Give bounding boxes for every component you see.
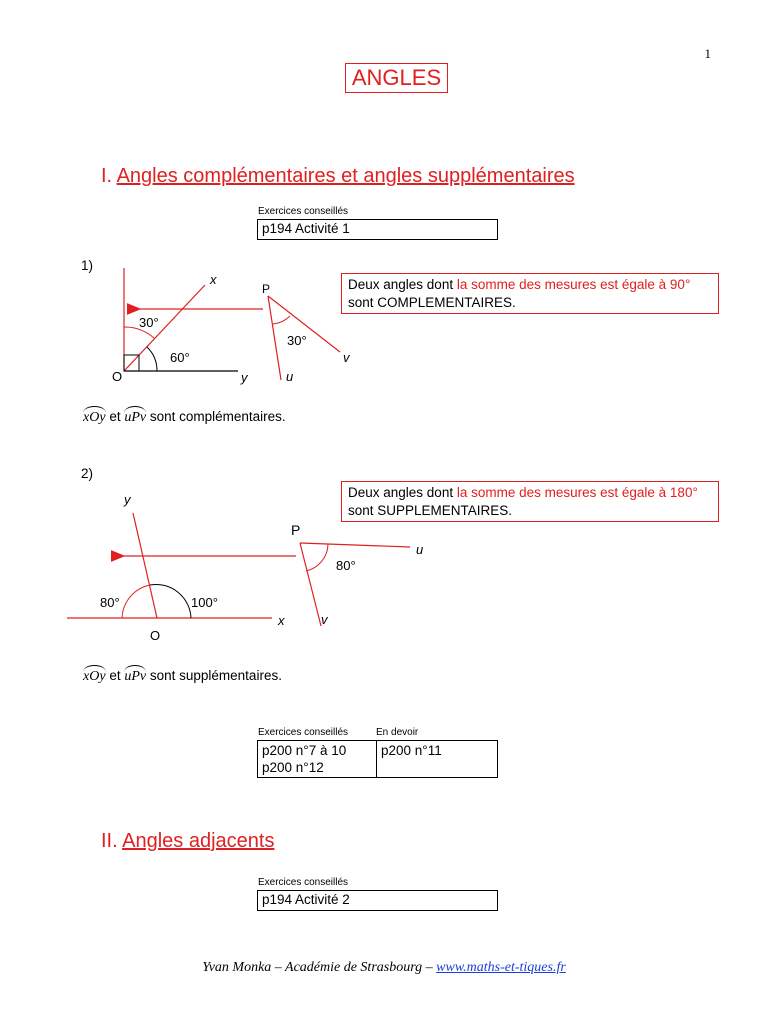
ray-pv-2 (300, 543, 321, 626)
homework-line-1: p200 n°11 (381, 743, 442, 758)
table-cell-homework (377, 741, 498, 778)
rule-text-plain-2: Deux angles dont (348, 485, 457, 500)
exercises-table (257, 740, 498, 778)
ray-pu (268, 296, 281, 380)
label-u: u (286, 369, 294, 384)
label-x-2: x (278, 613, 285, 628)
exercises-label-3: Exercices conseillés (258, 877, 349, 888)
table-cell-exercises (258, 741, 377, 778)
label-angle-80: 80° (100, 595, 120, 610)
exercises-label: Exercices conseillés (258, 206, 349, 217)
exercises-label-2: Exercices conseillés (258, 727, 349, 738)
section-2-title: Angles adjacents (122, 830, 275, 852)
footer-text: Yvan Monka – Académie de Strasbourg – (202, 960, 437, 975)
footer (0, 960, 768, 976)
exercise-line-1: p200 n°7 à 10 (262, 743, 347, 758)
arc-30-p (273, 316, 290, 324)
page-title: ANGLES (345, 63, 448, 93)
caption-complementary (83, 404, 286, 426)
exercises-box-2: p194 Activité 2 (257, 890, 498, 911)
section-1-title: Angles complémentaires et angles supplémentaires (116, 165, 575, 187)
rule-text-red: la somme des mesures est égale à 90° (456, 277, 691, 292)
label-p-2: P (291, 522, 301, 538)
angle-xoy: xOy (83, 404, 106, 426)
label-o-2: O (150, 628, 161, 643)
ray-oy-2 (133, 513, 157, 618)
angle-xoy-2: xOy (83, 663, 106, 685)
label-angle-30-p: 30° (287, 333, 307, 348)
label-v-2: v (321, 612, 328, 627)
figure-complementary (112, 268, 351, 385)
table-row (258, 741, 498, 778)
label-u-2: u (416, 542, 424, 557)
rule-text-plain: Deux angles dont (348, 277, 457, 292)
label-angle-60: 60° (170, 350, 190, 365)
caption-text-2: sont supplémentaires. (149, 668, 282, 683)
angle-upv: uPv (124, 404, 146, 426)
part-1-label: 1) (81, 258, 94, 273)
arc-80-p (306, 544, 328, 571)
caption-text: sont complémentaires. (149, 409, 286, 424)
rule-box-supplementary (341, 481, 719, 522)
rule-text-plain-end-2: sont SUPPLEMENTAIRES. (348, 503, 513, 518)
label-p: P (262, 282, 271, 296)
angle-upv-2: uPv (124, 663, 146, 685)
label-o: O (112, 369, 123, 384)
homework-label: En devoir (376, 727, 419, 738)
arc-80 (122, 585, 150, 618)
part-2-label: 2) (81, 466, 94, 481)
label-y-2: y (124, 492, 131, 507)
rule-text-red-2: la somme des mesures est égale à 180° (456, 485, 698, 500)
caption-et-2: et (109, 668, 121, 683)
rule-text-plain-end: sont COMPLEMENTAIRES. (348, 295, 516, 310)
caption-supplementary (83, 663, 282, 685)
label-y: y (241, 370, 248, 385)
section-2-number: II. (101, 830, 118, 852)
exercise-line-2: p200 n°12 (262, 760, 324, 775)
section-1-number: I. (101, 165, 113, 187)
label-angle-100: 100° (191, 595, 218, 610)
ray-pu-2 (300, 543, 410, 547)
section-2-heading (101, 830, 274, 853)
label-angle-30: 30° (139, 315, 159, 330)
caption-et: et (109, 409, 121, 424)
exercises-box: p194 Activité 1 (257, 219, 498, 240)
label-v: v (343, 350, 350, 365)
label-x: x (210, 272, 217, 287)
page-number: 1 (704, 46, 711, 61)
label-angle-80-p: 80° (336, 558, 356, 573)
arc-60 (147, 347, 157, 371)
footer-link[interactable]: www.maths-et-tiques.fr (436, 960, 566, 975)
